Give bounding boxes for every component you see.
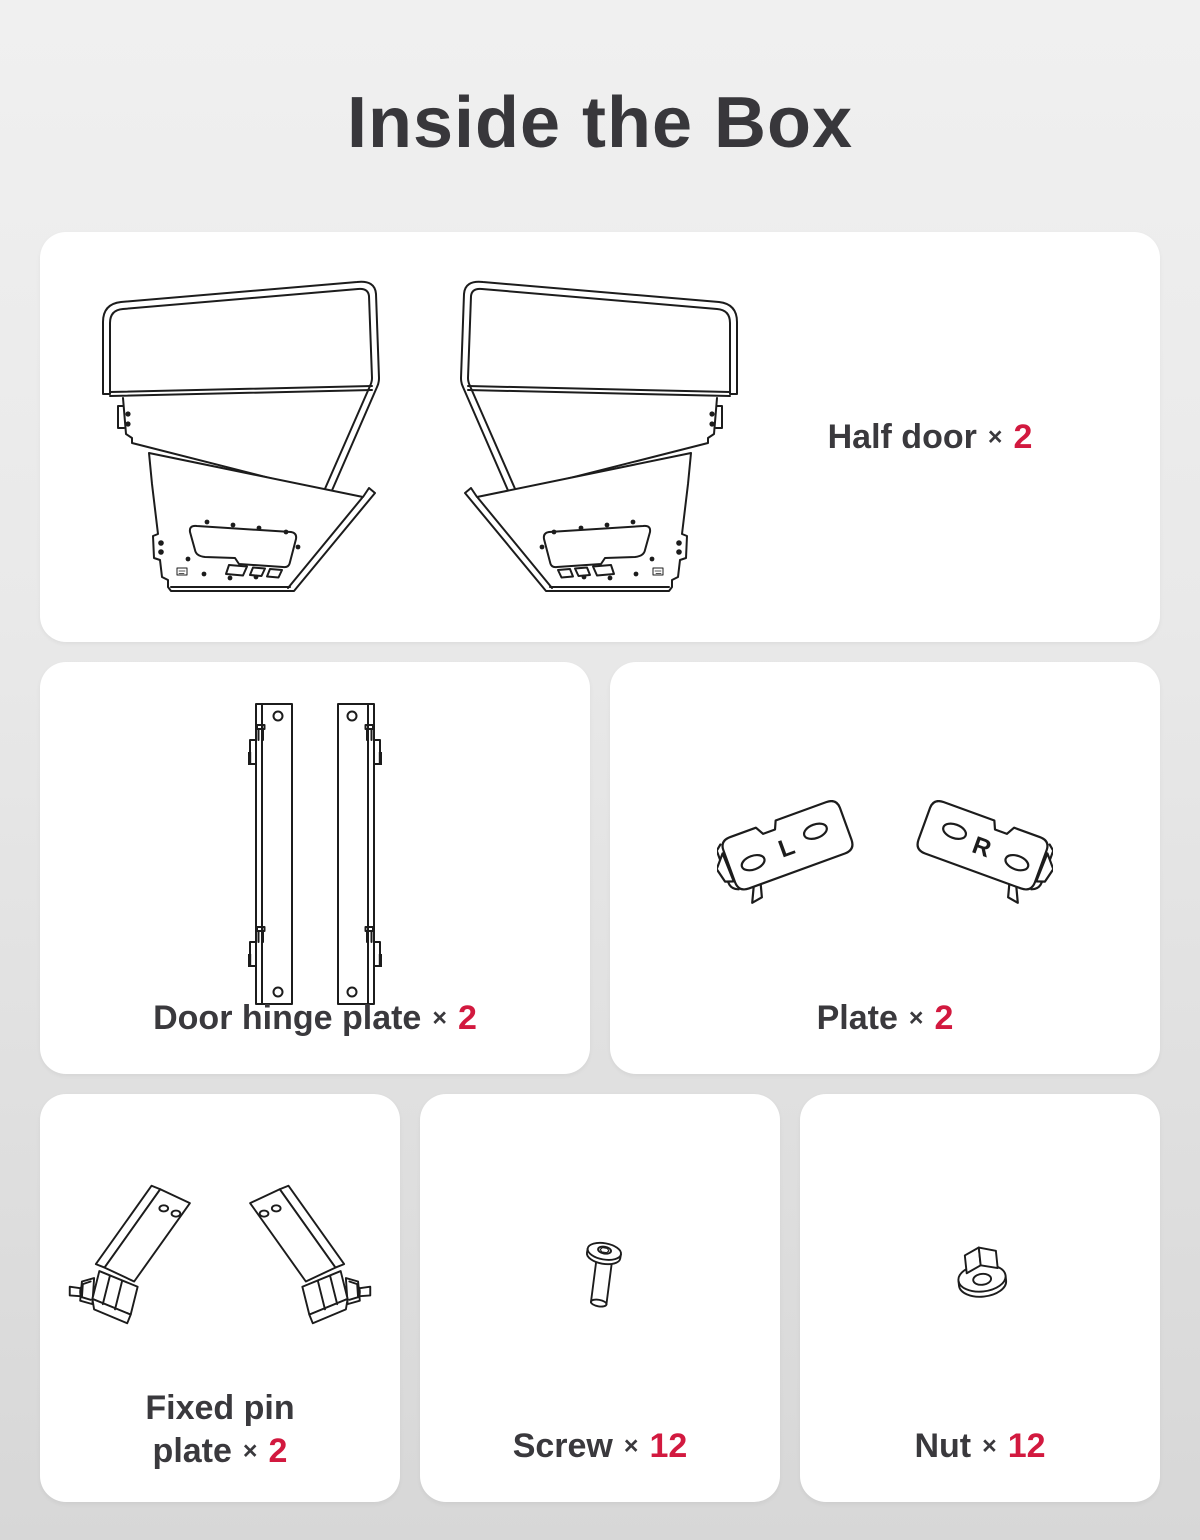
nut-times-sign: × bbox=[982, 1432, 997, 1460]
half-door-illustration bbox=[95, 276, 745, 606]
screw-drawing bbox=[575, 1232, 625, 1320]
screw-quantity: 12 bbox=[649, 1427, 688, 1465]
plate-right-drawing bbox=[898, 800, 1053, 920]
plate-left-drawing bbox=[717, 800, 872, 920]
half-door-label-text: Half door bbox=[827, 417, 977, 456]
card-fixed-pin-plate bbox=[40, 1094, 400, 1502]
door-lower-panel-right-drawing bbox=[459, 448, 699, 598]
plate-label bbox=[610, 999, 1160, 1038]
plate-quantity: 2 bbox=[934, 999, 954, 1037]
door-hinge-plate-label bbox=[40, 999, 590, 1038]
plate-times-sign: × bbox=[908, 1004, 924, 1032]
fixed-pin-plate-left-drawing bbox=[68, 1178, 216, 1338]
screw-times-sign: × bbox=[623, 1432, 639, 1460]
door-lower-panel-left-drawing bbox=[141, 448, 381, 598]
fixed-pin-plate-right-drawing bbox=[224, 1178, 372, 1338]
half-door-times-sign: × bbox=[987, 422, 1003, 451]
door-hinge-plate-quantity: 2 bbox=[457, 999, 477, 1037]
door-hinge-plate-times-sign: × bbox=[432, 1004, 447, 1032]
plate-label-text: Plate bbox=[816, 999, 898, 1037]
half-door-label bbox=[730, 232, 1130, 642]
page-title: Inside the Box bbox=[346, 83, 854, 163]
card-half-door bbox=[40, 232, 1160, 642]
door-hinge-plate-label-text: Door hinge plate bbox=[153, 999, 422, 1037]
fixed-pin-plate-times-sign: × bbox=[242, 1437, 258, 1465]
plate-right-marking: R bbox=[968, 831, 995, 864]
fixed-pin-plate-illustration bbox=[68, 1178, 372, 1338]
parts-grid bbox=[40, 232, 1160, 1502]
fixed-pin-plate-quantity: 2 bbox=[268, 1432, 288, 1470]
screw-illustration bbox=[575, 1232, 625, 1320]
screw-label bbox=[420, 1427, 780, 1466]
nut-quantity: 12 bbox=[1007, 1427, 1046, 1465]
nut-illustration bbox=[948, 1236, 1012, 1300]
hinge-plate-left-drawing bbox=[248, 702, 296, 1006]
fixed-pin-plate-label-line1: Fixed pin bbox=[145, 1389, 295, 1427]
nut-label bbox=[800, 1427, 1160, 1466]
half-door-quantity: 2 bbox=[1013, 417, 1033, 456]
fixed-pin-plate-label bbox=[40, 1387, 400, 1476]
fixed-pin-plate-label-line2: plate bbox=[152, 1432, 232, 1470]
plate-left-marking: L bbox=[775, 833, 799, 864]
card-screw bbox=[420, 1094, 780, 1502]
screw-label-text: Screw bbox=[512, 1427, 613, 1465]
hinge-plate-right-drawing bbox=[334, 702, 382, 1006]
card-nut bbox=[800, 1094, 1160, 1502]
card-plate bbox=[610, 662, 1160, 1074]
card-door-hinge-plate bbox=[40, 662, 590, 1074]
door-hinge-plate-illustration bbox=[248, 702, 382, 1006]
nut-drawing bbox=[948, 1236, 1012, 1300]
plate-illustration bbox=[717, 800, 1053, 920]
nut-label-text: Nut bbox=[914, 1427, 972, 1465]
